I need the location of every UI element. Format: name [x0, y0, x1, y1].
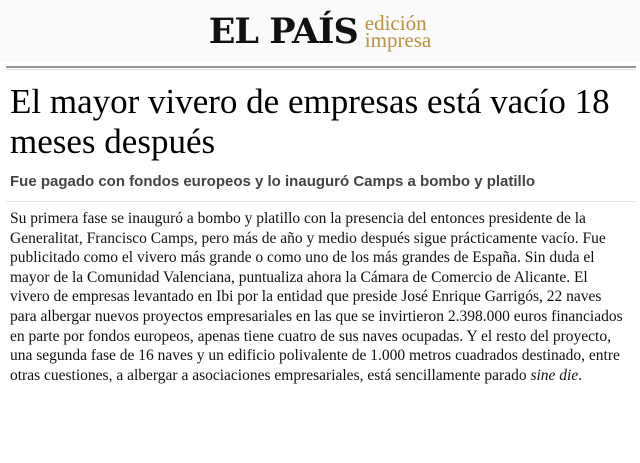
edition-label: [364, 10, 432, 52]
article-body: [10, 209, 625, 385]
edition-label-line2: impresa: [364, 27, 432, 52]
logo-text: EL PAÍS: [208, 10, 358, 52]
article-subheadline: Fue pagado con fondos europeos y lo inauguró Camps a bombo y platillo: [10, 173, 536, 190]
masthead-divider: [6, 66, 636, 68]
article-body-italic: sine die: [530, 366, 579, 384]
article-headline: El mayor vivero de empresas está vacío 18 meses después: [10, 82, 610, 161]
masthead: [0, 0, 640, 62]
article-body-text: Su primera fase se inauguró a bombo y platillo con la presencia del entonces presidente de la Generalitat, Francisco Camps, pero más de año y medio después sigue prácticamente vacío. Fue publicitado como el vivero más grande o como uno de los más grandes de España. Sin duda el mayor de la Comunidad Valenciana, puntualiza ahora la Cámara de Comercio de Alicante. El vivero de empresas levantado en Ibi por la entidad que preside José Enrique Garrigós, 22 naves para albergar nuevos proyectos empresariales en las que se invirtieron 2.398.000 euros financiados en parte por fondos europeos, apenas tiene cuatro de sus naves ocupadas. Y el resto del proyecto, una segunda fase de 16 naves y un edificio polivalente de 1.000 metros cuadrados destinado, entre otras cuestiones, a albergar a asociaciones empresariales, está sencillamente parado: [10, 210, 623, 384]
masthead-divider-thin: [6, 69, 636, 70]
el-pais-logo[interactable]: [208, 10, 432, 52]
edition-label-line1: edición: [364, 10, 427, 35]
section-divider: [6, 201, 636, 202]
article-body-end: .: [578, 366, 583, 384]
